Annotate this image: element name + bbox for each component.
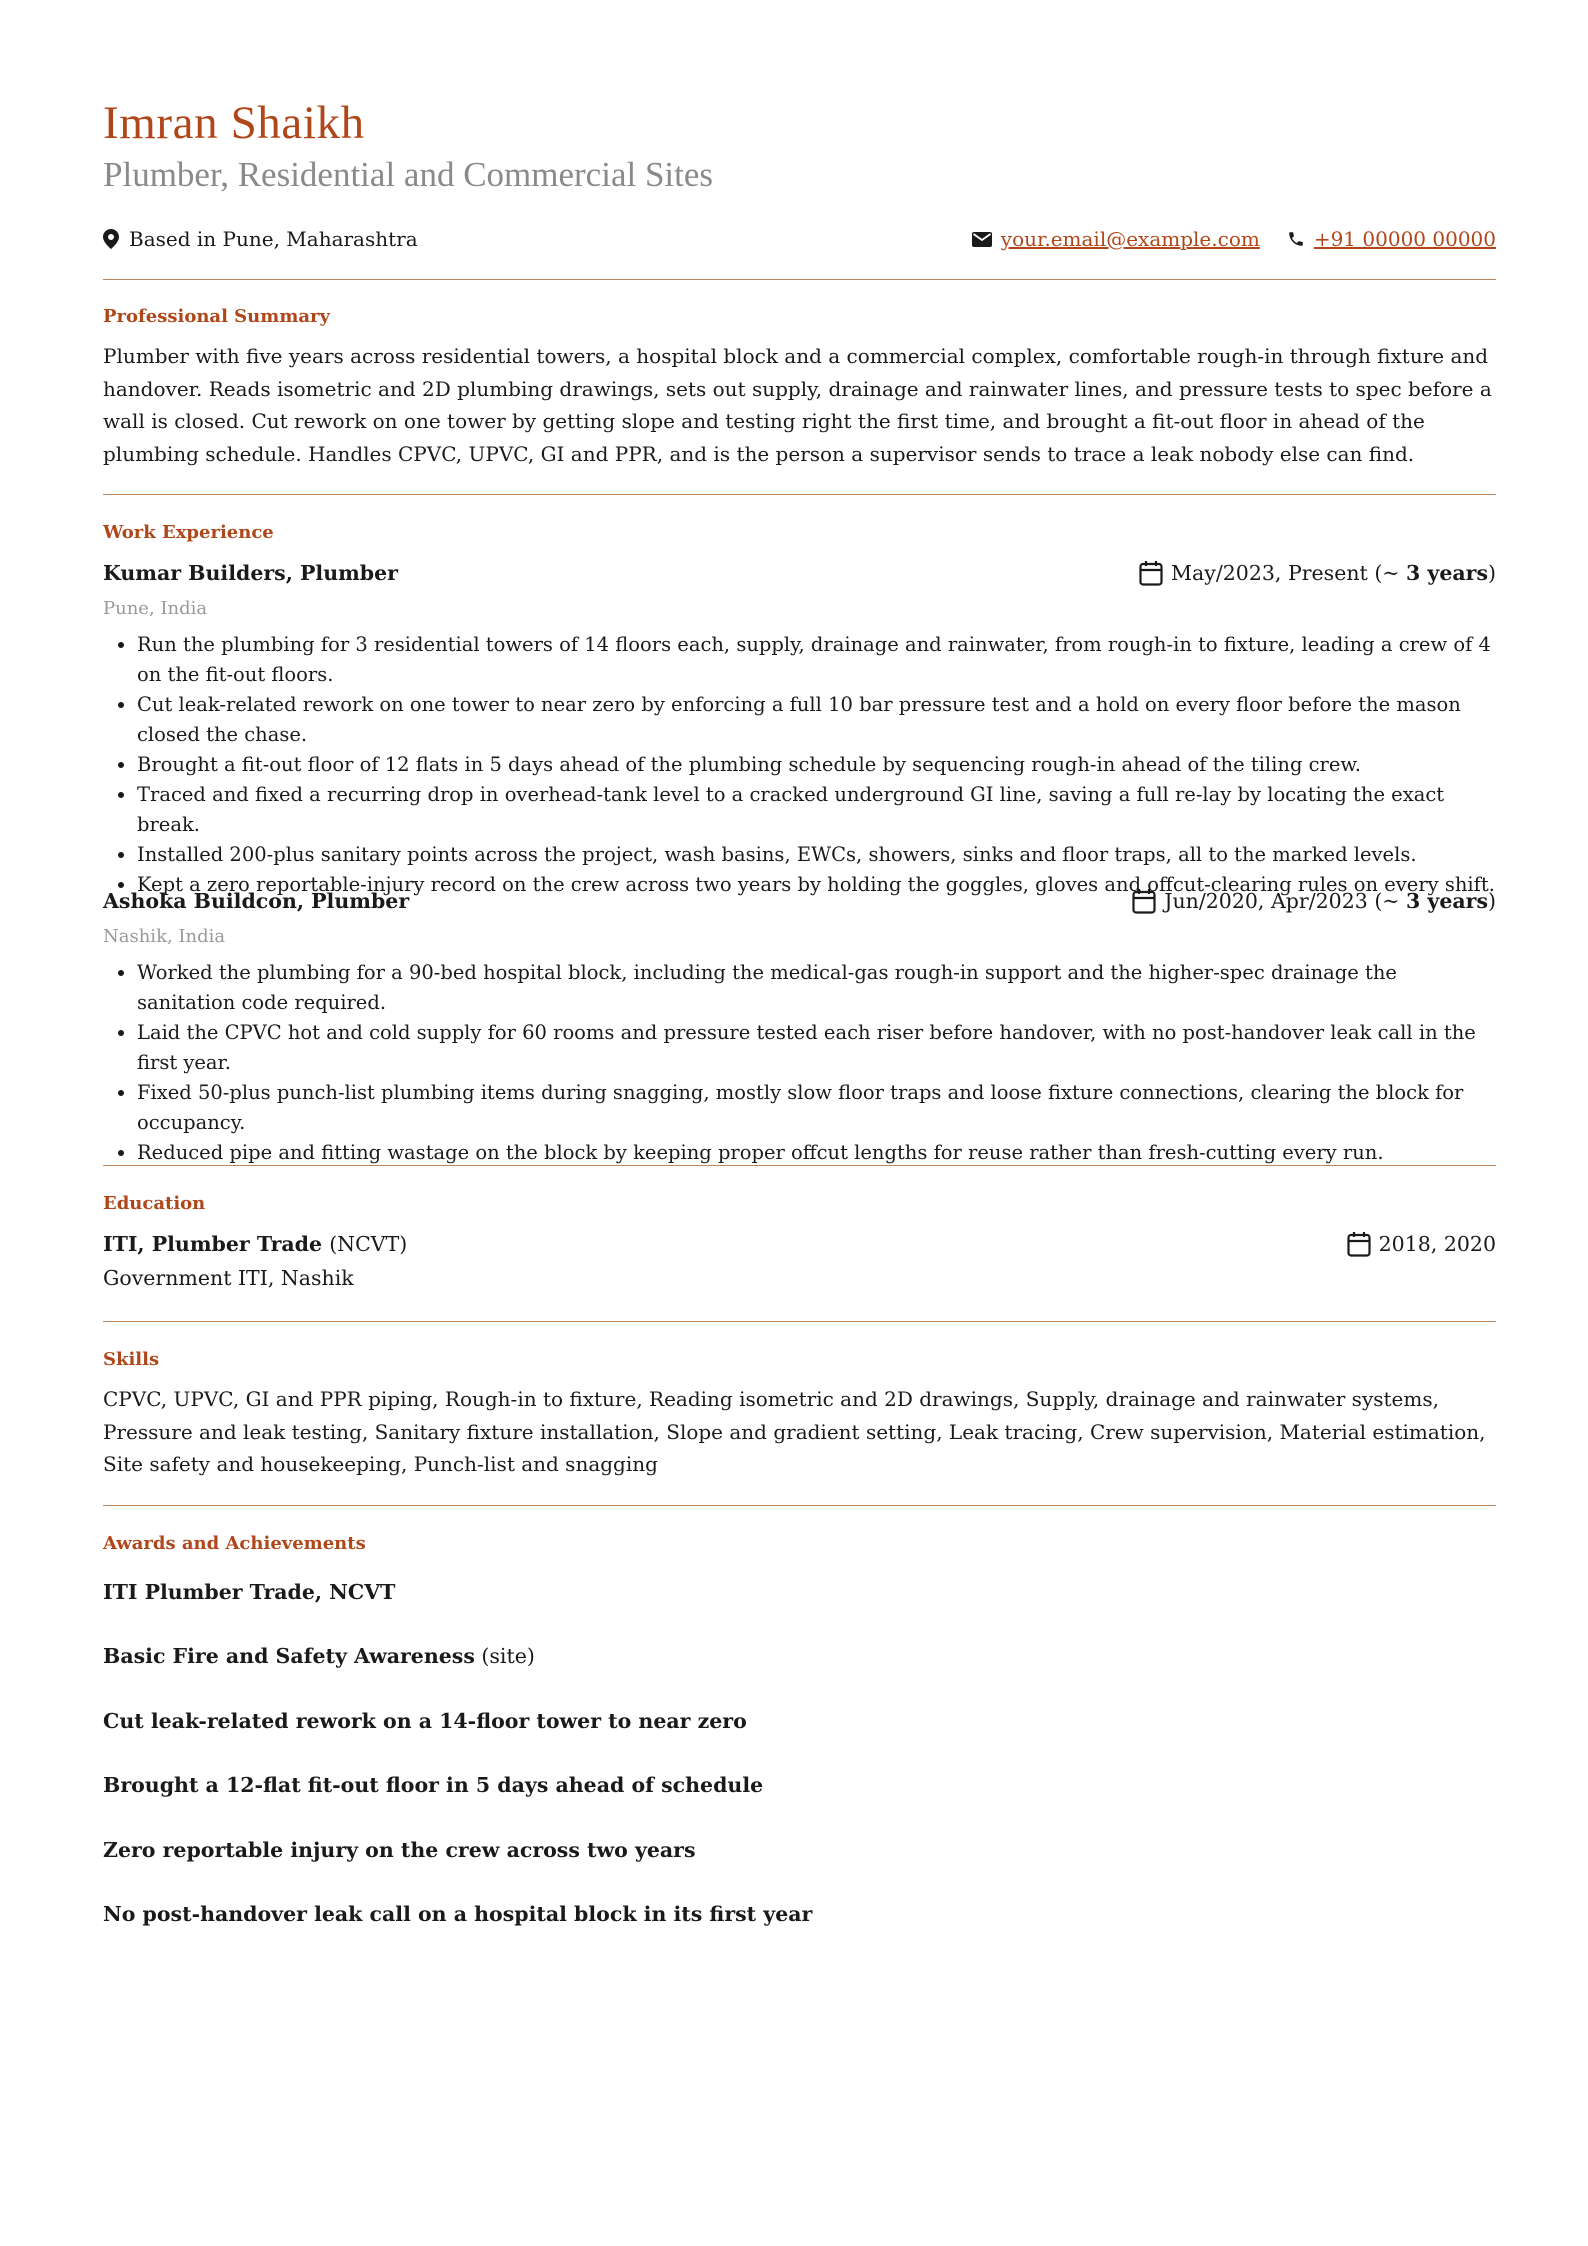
date-range: 2018, 2020 — [1378, 1232, 1496, 1256]
award-item — [103, 1709, 747, 1733]
degree-title — [103, 1228, 407, 1260]
award-name: No post-handover leak call on a hospital block in its first year — [103, 1902, 813, 1926]
job-bullets — [103, 958, 1496, 1168]
phone-link[interactable]: +91 00000 00000 — [1313, 227, 1496, 251]
divider — [103, 1165, 1496, 1166]
duration-suffix: ) — [1488, 889, 1496, 913]
phone-icon — [1287, 230, 1305, 248]
job-role: Plumber — [300, 561, 398, 585]
date-range: Jun/2020, Apr/2023 — [1164, 889, 1368, 913]
job-header — [103, 557, 1496, 589]
list-item: • Brought a fit-out floor of 12 flats in 5 days ahead of the plumbing schedule by sequencing rough-in ahead of the tiling crew. — [137, 750, 1496, 780]
email-link[interactable]: your.email@example.com — [1000, 227, 1260, 251]
summary-heading: Professional Summary — [103, 306, 330, 327]
company-name: Kumar Builders — [103, 561, 286, 585]
education-heading: Education — [103, 1193, 206, 1214]
job-location: Nashik, India — [103, 926, 226, 947]
divider — [103, 279, 1496, 280]
award-name: ITI Plumber Trade, NCVT — [103, 1580, 396, 1604]
award-item — [103, 1838, 696, 1862]
degree: ITI, Plumber Trade — [103, 1232, 323, 1256]
award-item — [103, 1773, 763, 1797]
contact-row — [103, 224, 1496, 254]
divider — [103, 494, 1496, 495]
award-name: Cut leak-related rework on a 14-floor tower to near zero — [103, 1709, 747, 1733]
job-role: Plumber — [311, 889, 410, 913]
education-header — [103, 1228, 1496, 1260]
list-item: • Installed 200-plus sanitary points across the project, wash basins, EWCs, showers, sinks and floor traps, all to the marked levels. — [137, 840, 1496, 870]
job-header — [103, 885, 1496, 917]
skills-heading: Skills — [103, 1349, 160, 1370]
award-name: Zero reportable injury on the crew across two years — [103, 1838, 696, 1862]
list-item: • Fixed 50-plus punch-list plumbing items during snagging, mostly slow floor traps and loose fixture connections, clearing the block for occupancy. — [137, 1078, 1496, 1138]
award-suffix: (site) — [474, 1644, 535, 1668]
list-item: • Kept a zero reportable-injury record on the crew across two years by holding the goggles, gloves and offcut-clearing rules on every shift. — [137, 870, 1496, 900]
summary-text: Plumber with five years across residential towers, a hospital block and a commercial complex, comfortable rough-in through fixture and handover. Reads isometric and 2D plumbing drawings, sets out supply, drainage and rainwater lines, and pressure tests to spec before a wall is closed. Cut rework on one tower by getting slope and testing right the first time, and brought a fit-out floor in ahead of the plumbing schedule. Handles CPVC, UPVC, GI and PPR, and is the person a supervisor sends to trace a leak nobody else can find. — [103, 344, 1492, 466]
job-dates — [1139, 557, 1496, 589]
divider — [103, 1505, 1496, 1506]
award-item — [103, 1580, 395, 1604]
award-name: Basic Fire and Safety Awareness — [103, 1644, 475, 1668]
date-range: May/2023, Present — [1171, 561, 1368, 585]
calendar-icon — [1347, 1231, 1371, 1257]
job-location: Pune, India — [103, 598, 208, 619]
school-name: Government ITI, Nashik — [103, 1266, 354, 1290]
experience-heading: Work Experience — [103, 522, 274, 543]
award-name: Brought a 12-flat fit-out floor in 5 days ahead of schedule — [103, 1773, 764, 1797]
company-name: Ashoka Buildcon — [103, 889, 297, 913]
skills-text: CPVC, UPVC, GI and PPR piping, Rough-in to fixture, Reading isometric and 2D drawings, Supply, drainage and rainwater systems, Pressure and leak testing, Sanitary fixture installation, Slope and gradient setting, Leak tracing, Crew supervision, Material estimation, Site safety and housekeeping, Punch-list and snagging — [103, 1387, 1486, 1476]
list-item: • Laid the CPVC hot and cold supply for 60 rooms and pressure tested each riser before handover, with no post-handover leak call in the first year. — [137, 1018, 1496, 1078]
list-item: • Reduced pipe and fitting wastage on the block by keeping proper offcut lengths for reuse rather than fresh-cutting every run. — [137, 1138, 1496, 1168]
duration-prefix: (~ — [1374, 889, 1407, 913]
envelope-icon — [972, 232, 992, 247]
awards-heading: Awards and Achievements — [103, 1533, 366, 1554]
list-item: • Traced and fixed a recurring drop in overhead-tank level to a cracked underground GI line, saving a full re-lay by locating the exact break. — [137, 780, 1496, 840]
duration: 3 years — [1406, 889, 1488, 913]
job-title: Kumar Builders, Plumber — [103, 561, 398, 585]
calendar-icon — [1139, 560, 1163, 586]
duration-suffix: ) — [1488, 561, 1496, 585]
list-item: • Worked the plumbing for a 90-bed hospital block, including the medical-gas rough-in support and the higher-spec drainage the sanitation code required. — [137, 958, 1496, 1018]
job-title: Ashoka Buildcon, Plumber — [103, 889, 410, 913]
degree-board: (NCVT) — [329, 1232, 408, 1256]
contact-links — [972, 224, 1496, 254]
candidate-headline: Plumber, Residential and Commercial Sites — [103, 155, 714, 194]
candidate-name: Imran Shaikh — [103, 97, 365, 149]
job-dates — [1132, 885, 1496, 917]
list-item: • Cut leak-related rework on one tower to near zero by enforcing a full 10 bar pressure test and a hold on every floor before the mason closed the chase. — [137, 690, 1496, 750]
duration: 3 years — [1406, 561, 1488, 585]
location-block — [103, 224, 418, 254]
award-item — [103, 1902, 812, 1926]
location-pin-icon — [103, 229, 119, 249]
job-bullets — [103, 630, 1496, 900]
duration-prefix: (~ — [1374, 561, 1407, 585]
list-item: • Run the plumbing for 3 residential towers of 14 floors each, supply, drainage and rainwater, from rough-in to fixture, leading a crew of 4 on the fit-out floors. — [137, 630, 1496, 690]
calendar-icon — [1132, 888, 1156, 914]
location-text: Based in Pune, Maharashtra — [129, 227, 418, 251]
education-dates — [1347, 1228, 1496, 1260]
award-item — [103, 1644, 535, 1668]
divider — [103, 1321, 1496, 1322]
